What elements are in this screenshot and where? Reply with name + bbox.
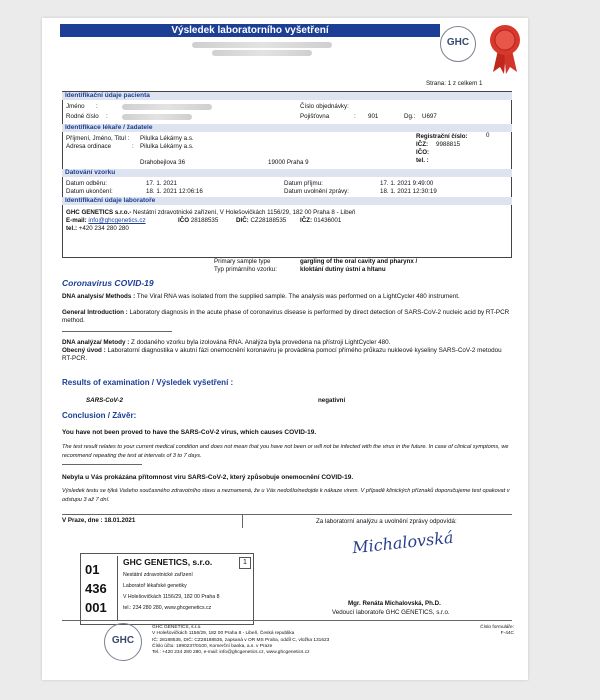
insurance-label: Pojišťovna xyxy=(300,113,330,120)
lab-stamp: 01 436 001 GHC GENETICS, s.r.o. 1 Nestátní zdravotnické zařízení Laboratoř lékařské genetiky V Holešovičkách 1156/29, 182 00 Praha 8 tel.: 234 280 280, www.ghcgenetics.cz xyxy=(80,553,254,625)
note-en: The test result relates to your current medical condition and does not mean that you have not been or will not be infected with the virus in the future. In case of clinical symptoms, we recommend repeating the test at intervals of 3 to 7 days. xyxy=(62,444,509,459)
collection-date-value: 17. 1. 2021 xyxy=(146,180,177,187)
doctor-name-value: Pilulka Lékárny a.s. xyxy=(140,135,194,142)
doctor-address-value: Pilulka Lékárny a.s. xyxy=(140,143,194,150)
dg-value: U697 xyxy=(422,113,437,120)
doctor-address-label: Adresa ordinace xyxy=(66,143,112,150)
footer-address: GHC GENETICS, s.r.o. V Holešovičkách 1156/29, 182 00 Praha 8 - Libeň, Česká republika IČ: 28188535, DIČ: CZ28188535, zapsaná v OR MS Praha, oddíl C, vložka 131623 Číslo účtu: 1990237/0100, Komerční banka, a.s. v Praze Tel.: +420 234 280 280, e-mail: info@ghcgenetics.cz, www.ghcgenetics.cz xyxy=(152,625,330,656)
report-title: Výsledek laboratorního vyšetření xyxy=(60,24,440,37)
receipt-date-value: 17. 1. 2021 9:49:00 xyxy=(380,180,434,187)
sample-type-value-cz: kloktání dutiny ústní a hltanu xyxy=(300,266,386,273)
signer-title: Vedoucí laboratoře GHC GENETICS, s.r.o. xyxy=(332,609,450,616)
reg-number-label: Registrační číslo: xyxy=(416,133,468,140)
dna-analysis-cz: DNA analýza/ Metody : Z dodaného vzorku byla izolována RNA. Analýza byla provedena na přístroji LightCycler 480. xyxy=(62,339,391,346)
release-date-label: Datum uvolnění zprávy: xyxy=(284,188,349,195)
footer-ghc-logo: GHC xyxy=(104,623,142,661)
lab-name-line: GHC GENETICS s.r.o.- Nestátní zdravotnické zařízení, V Holešovičkách 1156/29, 182 00 Praha 8 - Libeň xyxy=(66,209,356,216)
date-line: V Praze, dne : 18.01.2021 xyxy=(62,517,136,524)
results-heading: Results of examination / Výsledek vyšetření : xyxy=(62,378,234,387)
dates-section-header: Datování vzorku xyxy=(62,169,512,177)
doctor-section-header: Identifikace lékaře / žadatele xyxy=(62,124,512,132)
redacted-patient-id xyxy=(212,50,312,56)
result-value: negativní xyxy=(318,397,346,404)
redacted-name-value xyxy=(122,104,212,110)
conclusion-heading: Conclusion / Závěr: xyxy=(62,411,137,420)
divider xyxy=(62,331,172,332)
dg-label: Dg.: xyxy=(404,113,416,120)
conclusion-cz: Nebyla u Vás prokázána přítomnost viru SARS-CoV-2, který způsobuje onemocnění COVID-19. xyxy=(62,474,354,481)
release-date-value: 18. 1. 2021 12:30:19 xyxy=(380,188,437,195)
lab-email-link[interactable]: info@ghcgenetics.cz xyxy=(88,217,146,224)
lab-tel: +420 234 280 280 xyxy=(78,225,129,232)
general-intro-en: General Introduction : Laboratory diagnosis in the acute phase of coronavirus disease is performed by direct detection of SARS-CoV-2 nucleic acid by RT-PCR method. xyxy=(62,309,510,325)
rodne-cislo-label: Rodné číslo xyxy=(66,113,99,120)
doctor-tel-label: tel. : xyxy=(416,157,429,164)
doctor-street: Drahobejlova 36 xyxy=(140,159,186,166)
sample-type-label-cz: Typ primárního vzorku: xyxy=(214,266,277,273)
page-label: Strana: 1 z celkem 1 xyxy=(426,80,483,87)
signer-name: Mgr. Renáta Michalovská, Ph.D. xyxy=(348,600,441,607)
receipt-date-label: Datum příjmu: xyxy=(284,180,323,187)
covid-heading: Coronavirus COVID-19 xyxy=(62,278,154,288)
lab-section-header: Identifikační údaje laboratoře xyxy=(62,197,512,205)
redacted-birth-number xyxy=(122,114,192,120)
icz-label: IČZ: xyxy=(416,141,429,148)
collection-date-label: Datum odběru: xyxy=(66,180,107,187)
order-number-label: Číslo objednávky: xyxy=(300,103,349,110)
ico-label: IČO: xyxy=(416,149,430,156)
sample-type-label-en: Primary sample type xyxy=(214,258,271,265)
ghc-logo: GHC xyxy=(440,26,476,62)
award-ribbon-icon xyxy=(486,22,524,74)
form-number: Číslo formuláře: F-44C xyxy=(480,625,514,637)
dna-analysis-en: DNA analysis/ Methods : The Viral RNA was isolated from the supplied sample. The analysis was performed on a LightCycler 480 instrument. xyxy=(62,293,460,300)
redacted-patient-name xyxy=(192,42,332,48)
jmeno-label: Jméno xyxy=(66,103,85,110)
sample-type-value-en: gargling of the oral cavity and pharynx / xyxy=(300,258,418,265)
lab-contacts-line: E-mail: info@ghcgenetics.cz xyxy=(66,217,146,224)
doctor-name-label: Příjmení, Jméno, Titul : xyxy=(66,135,130,142)
divider xyxy=(62,464,142,465)
completion-date-value: 18. 1. 2021 12:06:16 xyxy=(146,188,203,195)
patient-section-header: Identifikační údaje pacienta xyxy=(62,92,512,100)
reg-number-value: 0 xyxy=(486,132,490,139)
result-test-name: SARS-CoV-2 xyxy=(86,397,123,404)
vertical-divider xyxy=(242,514,243,528)
signature-divider xyxy=(62,514,512,515)
footer-divider xyxy=(62,620,512,621)
conclusion-en: You have not been proved to have the SARS-CoV-2 virus, which causes COVID-19. xyxy=(62,429,317,436)
report-page: Výsledek laboratorního vyšetření GHC Strana: 1 z celkem 1 Identifikační údaje pacienta Jméno : Rodné číslo : Číslo objednávky: Pojišťovna : 901 Dg.: U697 Identifikace lékaře / žadatele Příjmení, Jméno, Titul : Pilulka Lékárny a.s. Adresa ordinace : Pilulka Lékárny a.s. Drahobejlova 36 19000 Praha 9 Registrační číslo: 0 IČZ: 9988815 IČO: tel. : Datování vzorku Datum odběru: 17. 1. 2021 Datum ukončení: 18. 1. 2021 12:06:16 Datum příjmu: 17. 1. 2021 9:49:00 Datum uvolnění zprávy: 18. 1. 2021 12:30:19 Identifikační údaje laboratoře GHC GENETICS s.r.o.- Nestátní zdravotnické zařízení, V Holešovičkách 1156/29, 182 00 Praha 8 - Libeň E-mail: info@ghcgenetics.cz IČO 28188535 DIČ: CZ28188535 IČZ: 01436001 tel.: +420 234 280 280 Primary sample type Typ primárního vzorku: gargling of the oral cavity and pharynx / kloktání dutiny ústní a hltanu Coronavirus COVID-19 DNA analysis/ Methods : The Viral RNA was isolated from the supplied sample. The analysis was performed on a LightCycler 480 instrument. General Introduction : Laboratory diagnosis in the acute phase of coronavirus disease is performed by direct detection of SARS-CoV-2 nucleic acid by RT-PCR method. DNA analýza/ Metody : Z dodaného vzorku byla izolována RNA. Analýza byla provedena na přístroji LightCycler 480. Obecný úvod : Laboratorní diagnostika v akutní fázi onemocnění koronaviru je prováděna pomocí přímého průkazu nukleové kyseliny SARS-CoV-2 metodou RT-PCR. Results of examination / Výsledek vyšetření : SARS-CoV-2 negativní Conclusion / Závěr: You have not been proved to have the SARS-CoV-2 virus, which causes COVID-19. The test result relates to your current medical condition and does not mean that you have not been or will not be infected with the virus in the future. In case of clinical symptoms, we recommend repeating the test at intervals of 3 to 7 days. Nebyla u Vás prokázána přítomnost viru SARS-CoV-2, který způsobuje onemocnění COVID-19. Výsledek testu se týká Vašeho současného zdravotního stavu a neznamená, že u Vás nedošlo/nedojde k nákaze virem. V případě klinických příznaků doporučujeme test opakovat v odstupu 3 až 7 dní. V Praze, dne : 18.01.2021 Za laboratorní analýzu a uvolnění zprávy odpovídá: Michalovská Mgr. Renáta Michalovská, Ph.D. Vedoucí laboratoře GHC GENETICS, s.r.o. 01 436 001 GHC GENETICS, s.r.o. 1 Nestátní zdravotnické zařízení Laboratoř lékařské genetiky V Holešovičkách 1156/29, 182 00 Praha 8 tel.: 234 280 280, www.ghcgenetics.cz GHC GHC GENETICS, s.r.o. V Holešovičkách 1156/29, 182 00 Praha 8 - Libeň, Česká republika IČ: 28188535, DIČ: CZ28188535, zapsaná v OR MS Praha, oddíl C, vložka 131623 Číslo účtu: 1990237/0100, Komerční banka, a.s. v Praze Tel.: +420 234 280 280, e-mail: info@ghcgenetics.cz, www.ghcgenetics.cz Číslo formuláře: F-44C xyxy=(42,18,528,680)
signature: Michalovská xyxy=(351,527,455,558)
released-by-label: Za laboratorní analýzu a uvolnění zprávy odpovídá: xyxy=(316,518,457,525)
doctor-city: 19000 Praha 9 xyxy=(268,159,309,166)
note-cz: Výsledek testu se týká Vašeho současného zdravotního stavu a neznamená, že u Vás nedošlo/nedojde k nákaze virem. V případě klinických příznaků doporučujeme test opakovat v odstupu 3 až 7 dní. xyxy=(62,488,510,503)
icz-value: 9988815 xyxy=(436,141,461,148)
completion-date-label: Datum ukončení: xyxy=(66,188,113,195)
insurance-value: 901 xyxy=(368,113,379,120)
general-intro-cz: Obecný úvod : Laboratorní diagnostika v akutní fázi onemocnění koronaviru je prováděna pomocí přímého průkazu nukleové kyseliny SARS-CoV-2 metodou RT-PCR. xyxy=(62,347,502,363)
